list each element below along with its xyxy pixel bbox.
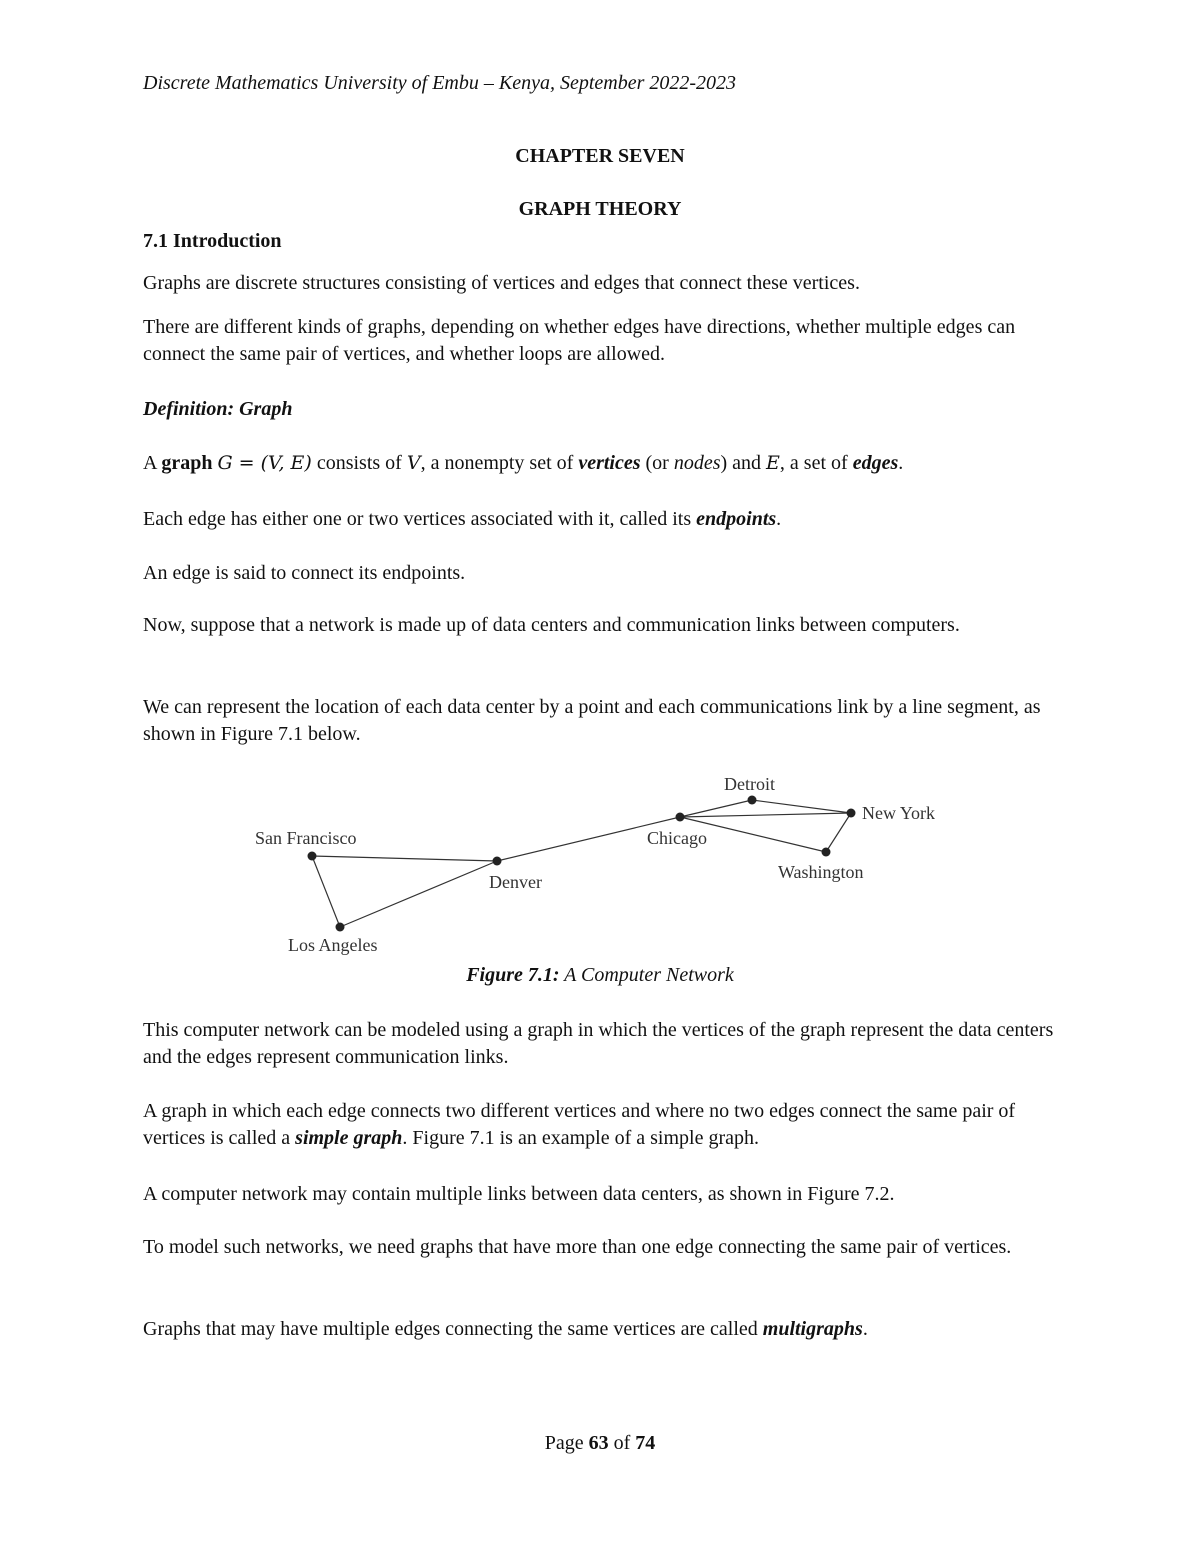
paragraph-2: There are different kinds of graphs, depending on whether edges have directions, whether multiple edges can connect the same pair of vertices, and whether loops are allowed. [143,316,1016,365]
node-los-angeles [336,923,345,932]
edge-la-denver [340,861,497,927]
edge-sf-la [312,856,340,927]
label-los-angeles: Los Angeles [288,935,378,955]
chapter-title: CHAPTER SEVEN [515,145,685,167]
edge-washington-newyork [826,813,851,852]
paragraph-4: An edge is said to connect its endpoints. [143,562,466,584]
paragraph-multigraphs: Graphs that may have multiple edges connecting the same vertices are called multigraphs. [143,1318,868,1340]
label-detroit: Detroit [724,774,775,794]
node-chicago [676,813,685,822]
label-denver: Denver [489,872,542,892]
label-new-york: New York [862,803,936,823]
paragraph-1: Graphs are discrete structures consisting of vertices and edges that connect these vertices. [143,272,860,294]
paragraph-9: A computer network may contain multiple links between data centers, as shown in Figure 7.2. [143,1183,895,1205]
label-chicago: Chicago [647,828,707,848]
paragraph-7: This computer network can be modeled using a graph in which the vertices of the graph represent the data centers and the edges represent communication links. [143,1019,1054,1068]
paragraph-endpoints: Each edge has either one or two vertices associated with it, called its endpoints. [143,508,782,530]
running-header: Discrete Mathematics University of Embu – Kenya, September 2022-2023 [143,72,737,94]
page-number: Page 63 of 74 [544,1432,656,1454]
node-new-york [847,809,856,818]
chapter-subtitle: GRAPH THEORY [518,198,682,220]
computer-network-figure [0,760,1200,965]
paragraph-6: We can represent the location of each data center by a point and each communications link by a line segment, as shown in Figure 7.1 below. [143,696,1041,745]
definition-heading: Definition: Graph [143,398,293,420]
node-san-francisco [308,852,317,861]
paragraph-10: To model such networks, we need graphs that have more than one edge connecting the same pair of vertices. [143,1236,1012,1258]
edge-chicago-newyork [680,813,851,817]
paragraph-5: Now, suppose that a network is made up of data centers and communication links between computers. [143,614,960,636]
label-san-francisco: San Francisco [255,828,357,848]
definition-paragraph: A graph G = (V, E) consists of V, a nonempty set of vertices (or nodes) and E, a set of edges. [143,452,904,474]
figure-caption: Figure 7.1: A Computer Network [466,964,734,986]
edge-sf-denver [312,856,497,861]
paragraph-simple-graph: A graph in which each edge connects two different vertices and where no two edges connect the same pair of vertices is called a simple graph. Figure 7.1 is an example of a simple graph. [143,1100,1016,1149]
edge-detroit-newyork [752,800,851,813]
edge-chicago-detroit [680,800,752,817]
section-heading: 7.1 Introduction [143,230,282,252]
node-detroit [748,796,757,805]
node-denver [493,857,502,866]
label-washington: Washington [778,862,864,882]
node-washington [822,848,831,857]
